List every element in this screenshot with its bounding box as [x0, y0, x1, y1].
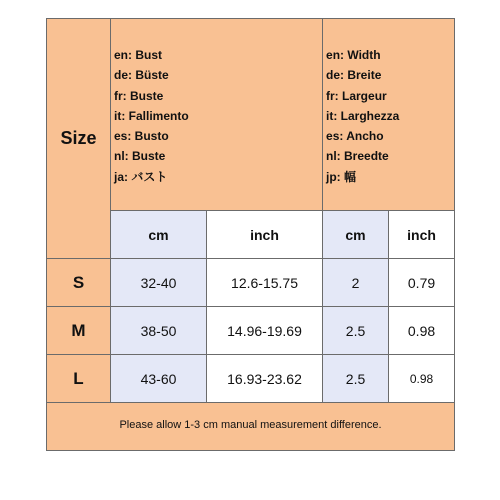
- note-row: [47, 403, 455, 451]
- size-name: S: [47, 259, 111, 307]
- width-line: it: Larghezza: [326, 108, 400, 123]
- bust-line: de: Büste: [114, 68, 169, 83]
- bust-line: it: Fallimento: [114, 108, 189, 123]
- width-cm-unit: cm: [323, 211, 389, 259]
- bust-inch-value: 16.93-23.62: [207, 355, 323, 403]
- table-row: [47, 355, 455, 403]
- bust-cm-value: 32-40: [111, 259, 207, 307]
- width-line: fr: Largeur: [326, 88, 387, 103]
- width-cm-value: 2.5: [323, 355, 389, 403]
- table-row: [47, 307, 455, 355]
- width-line: es: Ancho: [326, 129, 384, 144]
- bust-inch-value: 14.96-19.69: [207, 307, 323, 355]
- width-line: de: Breite: [326, 68, 382, 83]
- width-line: jp: 幅: [326, 169, 357, 184]
- bust-cm-unit: cm: [111, 211, 207, 259]
- bust-cm-value: 43-60: [111, 355, 207, 403]
- size-header: Size: [47, 19, 111, 259]
- width-cm-value: 2: [323, 259, 389, 307]
- width-inch-value: 0.98: [389, 307, 455, 355]
- width-translations: [323, 19, 455, 211]
- table-row: [47, 259, 455, 307]
- width-inch-unit: inch: [389, 211, 455, 259]
- bust-inch-unit: inch: [207, 211, 323, 259]
- size-name: L: [47, 355, 111, 403]
- bust-inch-value: 12.6-15.75: [207, 259, 323, 307]
- width-inch-value: 0.79: [389, 259, 455, 307]
- bust-cm-value: 38-50: [111, 307, 207, 355]
- bust-translations: [111, 19, 323, 211]
- bust-line: ja: バスト: [114, 169, 168, 184]
- bust-line: en: Bust: [114, 48, 162, 62]
- width-line: nl: Breedte: [326, 149, 389, 164]
- measurement-note: Please allow 1-3 cm manual measurement difference.: [47, 403, 455, 451]
- size-chart-table: [46, 18, 455, 451]
- bust-line: fr: Buste: [114, 88, 164, 103]
- header-row: [47, 19, 455, 211]
- bust-line: nl: Buste: [114, 149, 166, 164]
- bust-line: es: Busto: [114, 129, 169, 144]
- width-inch-value: 0.98: [389, 355, 455, 403]
- width-line: en: Width: [326, 48, 381, 62]
- size-name: M: [47, 307, 111, 355]
- width-cm-value: 2.5: [323, 307, 389, 355]
